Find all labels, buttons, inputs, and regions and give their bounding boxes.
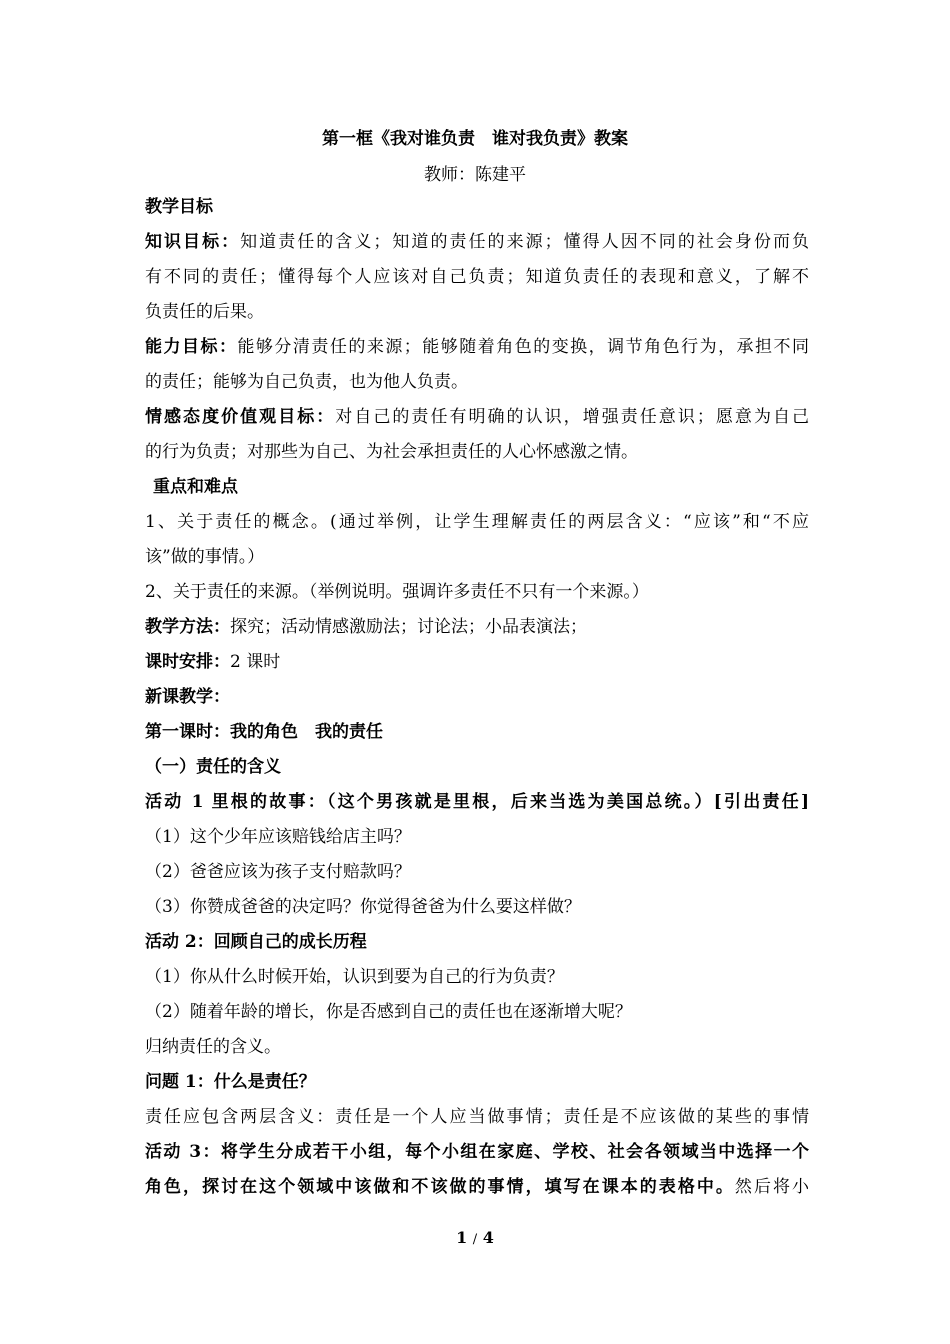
label-knowledge-goal: 知识目标： (145, 232, 241, 252)
question-line: （3）你赞成爸爸的决定吗？你觉得爸爸为什么要这样做？ (145, 897, 581, 917)
paragraph-line: 负责任的后果。 (145, 302, 264, 322)
paragraph-line (145, 330, 809, 365)
paragraph-line: 该”做的事情。） (145, 547, 265, 567)
page-separator: / (472, 1232, 478, 1247)
paragraph-line: 归纳责任的含义。 (145, 1037, 281, 1057)
activity-1: 活动 1 里根的故事：（这个男孩就是里根，后来当选为美国总统。）[引出责任] (145, 792, 809, 812)
question-line: （2）爸爸应该为孩子支付赔款吗？ (145, 862, 411, 882)
paragraph-line (145, 610, 809, 645)
question-1: 问题 1：什么是责任？ (145, 1072, 316, 1092)
text-schedule: 2 课时 (230, 652, 281, 672)
paragraph-line (145, 400, 809, 435)
text-teaching-method: 探究；活动情感激励法；讨论法；小品表演法； (230, 617, 587, 637)
paragraph-line: 责任应包含两层含义：责任是一个人应当做事情；责任是不应该做的某些的事情 (145, 1107, 809, 1127)
label-schedule: 课时安排： (145, 652, 230, 672)
text-emotion-goal: 对自己的责任有明确的认识，增强责任意识；愿意为自己 (335, 407, 810, 427)
label-ability-goal: 能力目标： (145, 337, 238, 357)
teacher-name: 教师：陈建平 (424, 165, 526, 185)
activity-2: 活动 2：回顾自己的成长历程 (145, 932, 367, 952)
heading-key-points: 重点和难点 (153, 477, 238, 497)
paragraph-line: 的行为负责；对那些为自己、为社会承担责任的人心怀感激之情。 (145, 442, 638, 462)
activity-3-continued: 角色，探讨在这个领域中该做和不该做的事情，填写在课本的表格中。 (145, 1177, 735, 1197)
paragraph-line (145, 1170, 809, 1205)
activity-3: 活动 3：将学生分成若干小组，每个小组在家庭、学校、社会各领域当中选择一个 (145, 1142, 809, 1162)
heading-section-one: （一）责任的含义 (145, 757, 281, 777)
text-ability-goal: 能够分清责任的来源；能够随着角色的变换，调节角色行为，承担不同 (237, 337, 810, 357)
paragraph-line: 的责任；能够为自己负责，也为他人负责。 (145, 372, 468, 392)
label-emotion-goal: 情感态度价值观目标： (145, 407, 336, 427)
paragraph-line: 有不同的责任；懂得每个人应该对自己负责；知道负责任的表现和意义，了解不 (145, 267, 809, 287)
question-line: （1）这个少年应该赔钱给店主吗？ (145, 827, 411, 847)
heading-first-lesson: 第一课时：我的角色 我的责任 (145, 722, 383, 742)
document-body (145, 190, 809, 1205)
paragraph-line: 2、关于责任的来源。（举例说明。强调许多责任不只有一个来源。） (145, 582, 649, 602)
activity-3-tail: 然后将小 (734, 1177, 810, 1197)
document-title: 第一框《我对谁负责 谁对我负责》教案 (322, 129, 628, 149)
paragraph-line (145, 225, 809, 260)
current-page: 1 (456, 1228, 468, 1247)
page-number (0, 1228, 950, 1247)
question-line: （2）随着年龄的增长，你是否感到自己的责任也在逐渐增大呢？ (145, 1002, 632, 1022)
paragraph-line (145, 645, 809, 680)
question-line: （1）你从什么时候开始，认识到要为自己的行为负责？ (145, 967, 564, 987)
label-teaching-method: 教学方法： (145, 617, 230, 637)
total-pages: 4 (482, 1228, 494, 1247)
paragraph-line: 1、关于责任的概念。(通过举例，让学生理解责任的两层含义：“应该”和“不应 (145, 512, 809, 532)
text-knowledge-goal: 知道责任的含义；知道的责任的来源；懂得人因不同的社会身份而负 (240, 232, 810, 252)
heading-new-lesson: 新课教学： (145, 687, 230, 707)
heading-teaching-goals: 教学目标 (145, 197, 213, 217)
